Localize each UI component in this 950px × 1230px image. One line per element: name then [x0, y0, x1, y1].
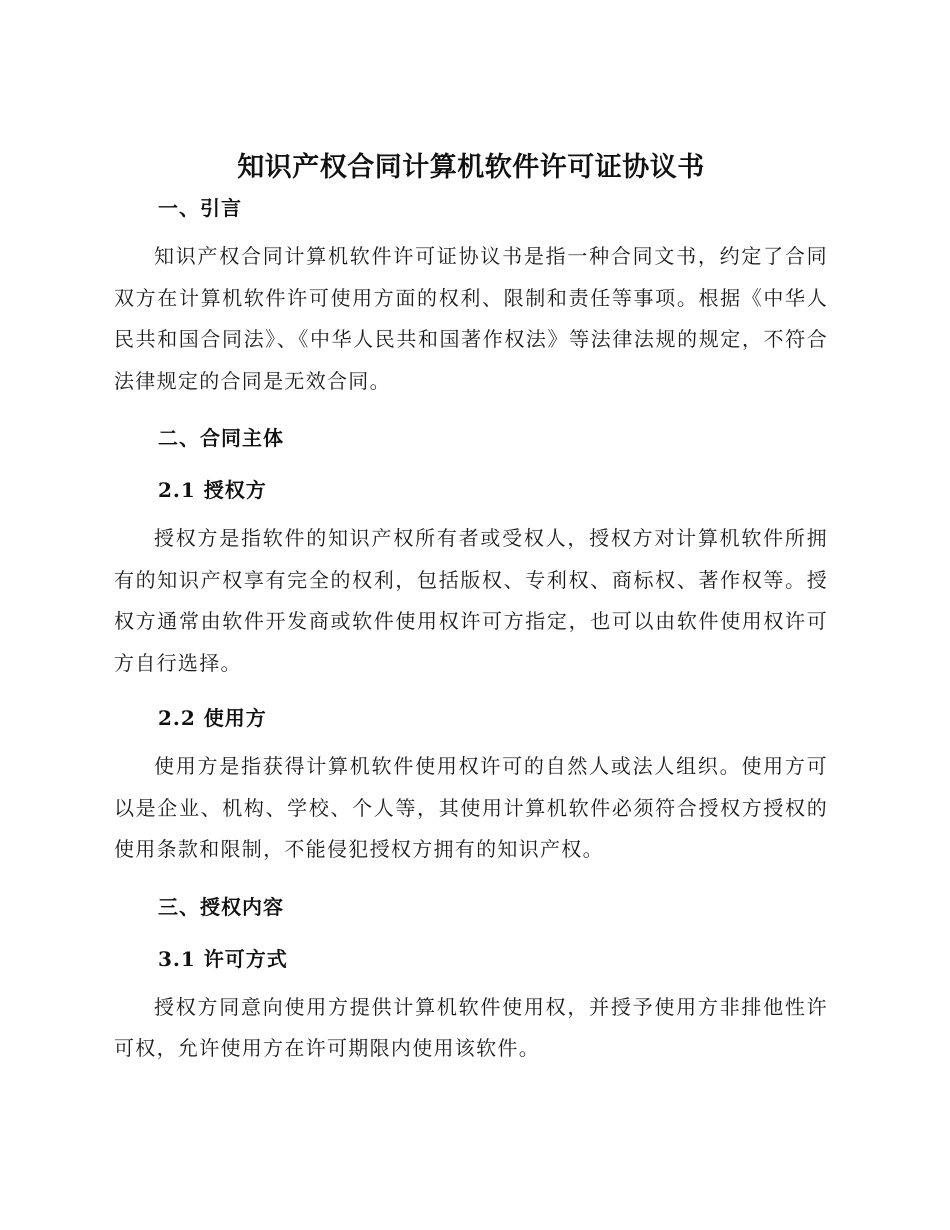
section-heading-introduction: 一、引言: [158, 196, 242, 220]
introduction-paragraph: 知识产权合同计算机软件许可证协议书是指一种合同文书，约定了合同双方在计算机软件许可使用方面的权利、限制和责任等事项。根据《中华人民共和国合同法》、《中华人民共和国著作权法》等法律法规的规定，不符合法律规定的合同是无效合同。: [114, 244, 828, 393]
subsection-heading-licensee: 2.2 使用方: [158, 706, 267, 730]
license-method-paragraph: 授权方同意向使用方提供计算机软件使用权，并授予使用方非排他性许可权，允许使用方在许可期限内使用该软件。: [114, 994, 828, 1060]
licensee-paragraph: 使用方是指获得计算机软件使用权许可的自然人或法人组织。使用方可以是企业、机构、学校、个人等，其使用计算机软件必须符合授权方授权的使用条款和限制，不能侵犯授权方拥有的知识产权。: [114, 754, 828, 861]
subsection-heading-license-method: 3.1 许可方式: [158, 946, 288, 971]
section-heading-contract-parties: 二、合同主体: [158, 426, 284, 450]
licensor-paragraph: 授权方是指软件的知识产权所有者或受权人，授权方对计算机软件所拥有的知识产权享有完全的权利，包括版权、专利权、商标权、著作权等。授权方通常由软件开发商或软件使用权许可方指定，也可以由软件使用权许可方自行选择。: [114, 526, 828, 675]
subsection-heading-licensor: 2.1 授权方: [158, 478, 267, 502]
document-page: [114, 148, 828, 1070]
section-heading-license-content: 三、授权内容: [158, 894, 284, 919]
document-title: 知识产权合同计算机软件许可证协议书: [237, 152, 705, 183]
